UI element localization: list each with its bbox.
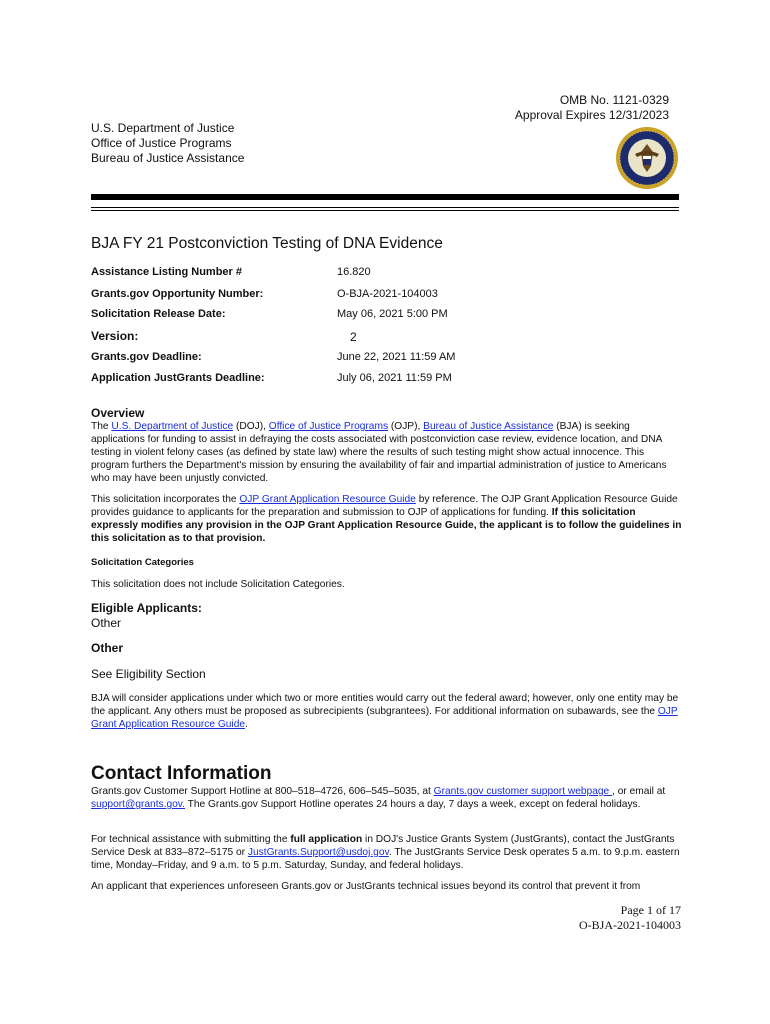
full-application-bold: full application: [290, 834, 363, 845]
text-span: (BJA) is seeking applications for funding to assist in defraying the costs associated with postconviction case review, evidence location, and DNA testing in violent felony cases (as defined by state law) where the results of such testing might show actual innocence. This program furthers the Department's mission by ensuring the availability of fair and impartial administration of justice to Americans who may have been unjustly convicted.: [91, 421, 667, 484]
link-bja[interactable]: Bureau of Justice Assistance: [423, 421, 554, 432]
link-resource-guide-2[interactable]: OJP Grant Application Resource Guide: [91, 706, 678, 730]
contact-paragraph-3: An applicant that experiences unforeseen Grants.gov or JustGrants technical issues beyond its control that prevent it from: [91, 881, 641, 892]
detail-value: June 22, 2021 11:59 AM: [337, 351, 456, 363]
agency-line-2: Office of Justice Programs: [91, 136, 232, 150]
link-grants-support-webpage[interactable]: Grants.gov customer support webpage: [433, 786, 613, 797]
detail-value: 2: [350, 330, 357, 344]
detail-label: Application JustGrants Deadline:: [91, 372, 265, 384]
omb-number: OMB No. 1121-0329: [559, 93, 669, 107]
text-span: , or email at: [612, 786, 666, 797]
see-eligibility: See Eligibility Section: [91, 667, 206, 681]
header-rule-thin-2: [91, 210, 679, 211]
detail-label: Version:: [91, 329, 139, 343]
text-span: .: [245, 719, 248, 730]
modification-notice: If this solicitation expressly modifies any provision in the OJP Grant Application Resource Guide, the applicant is to follow the guidelines in this solicitation as to that provision.: [91, 507, 682, 544]
solicitation-code: O-BJA-2021-104003: [579, 918, 681, 932]
eligible-value: Other: [91, 616, 122, 630]
other-heading: Other: [91, 641, 124, 655]
categories-text: This solicitation does not include Solicitation Categories.: [91, 579, 345, 590]
detail-value: July 06, 2021 11:59 PM: [337, 372, 452, 384]
categories-heading: Solicitation Categories: [91, 557, 194, 568]
text-span: Grants.gov Customer Support Hotline at 800–518–4726, 606–545–5035, at: [91, 786, 434, 797]
overview-paragraph-2: [91, 493, 683, 545]
agency-block: [91, 121, 244, 166]
header-rule-thick: [91, 194, 679, 200]
detail-value: May 06, 2021 5:00 PM: [337, 308, 448, 320]
text-span: The Grants.gov Support Hotline operates 24 hours a day, 7 days a week, except on federal holidays.: [184, 799, 641, 810]
link-ojp[interactable]: Office of Justice Programs: [268, 421, 389, 432]
contact-heading: Contact Information: [91, 763, 272, 784]
overview-paragraph-1: [91, 420, 683, 485]
text-span: This solicitation incorporates the: [91, 494, 240, 505]
contact-paragraph-2: [91, 833, 683, 872]
link-support-email[interactable]: support@grants.gov.: [91, 799, 185, 810]
detail-label: Solicitation Release Date:: [91, 308, 226, 320]
text-span: by reference. The OJP Grant Application Resource Guide provides guidance to applicants for the preparation and submission to OJP of applications for funding.: [91, 494, 678, 518]
detail-label: Grants.gov Deadline:: [91, 351, 202, 363]
link-doj[interactable]: U.S. Department of Justice: [111, 421, 234, 432]
text-span: For technical assistance with submitting the: [91, 834, 291, 845]
eligible-heading: Eligible Applicants:: [91, 601, 202, 615]
text-span: in DOJ's Justice Grants System (JustGrants), contact the JustGrants Service Desk at 833–872–5175 or: [91, 834, 675, 858]
link-justgrants-email[interactable]: JustGrants.Support@usdoj.gov: [247, 847, 389, 858]
link-resource-guide[interactable]: OJP Grant Application Resource Guide: [239, 494, 416, 505]
agency-line-1: U.S. Department of Justice: [91, 121, 235, 135]
agency-line-3: Bureau of Justice Assistance: [91, 151, 245, 165]
page-title: BJA FY 21 Postconviction Testing of DNA Evidence: [91, 235, 443, 252]
text-span: . The JustGrants Service Desk operates 5 a.m. to 9.p.m. eastern time, Monday–Friday, and 9 a.m. to 5 p.m. Saturday, Sunday, and federal holidays.: [91, 847, 680, 871]
subaward-paragraph: [91, 692, 683, 731]
approval-expires: Approval Expires 12/31/2023: [514, 108, 669, 122]
page-footer: [579, 903, 681, 933]
detail-label: Assistance Listing Number #: [91, 266, 242, 278]
text-span: (OJP),: [388, 421, 424, 432]
page-number: Page 1 of 17: [620, 903, 681, 917]
header-rule-thin: [91, 207, 679, 208]
detail-label: Grants.gov Opportunity Number:: [91, 288, 264, 300]
overview-heading: Overview: [91, 406, 145, 420]
text-span: BJA will consider applications under which two or more entities would carry out the federal award; however, only one entity may be the applicant. Any others must be proposed as subrecipients (subgrantees). For additional information on subawards, see the: [91, 693, 679, 717]
omb-block: [515, 93, 669, 123]
detail-value: 16.820: [337, 266, 371, 278]
detail-value: O-BJA-2021-104003: [337, 288, 438, 300]
doj-seal-icon: [615, 126, 679, 190]
text-span: (DOJ),: [233, 421, 269, 432]
text-span: The: [91, 421, 112, 432]
contact-paragraph-1: [91, 785, 683, 811]
